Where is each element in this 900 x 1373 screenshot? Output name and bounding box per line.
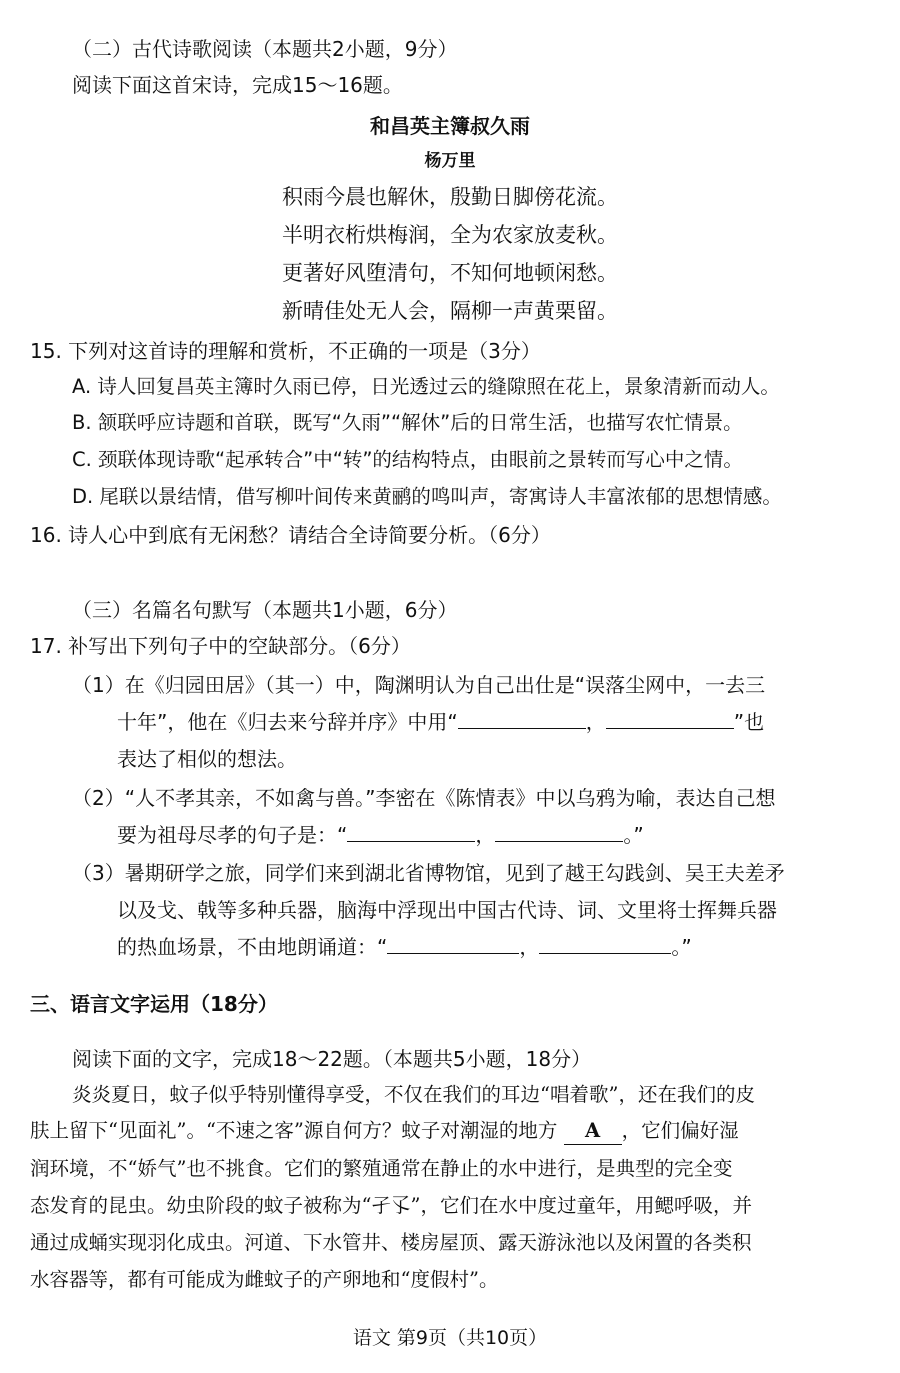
question-15-option-c: C. 颈联体现诗歌“起承转合”中“转”的结构特点，由眼前之景转而写心中之情。 [72, 448, 743, 471]
text: ， [585, 710, 606, 734]
question-17-item-1-line-2 [117, 709, 764, 735]
question-17-item-1-line-1: （1）在《归园田居》（其一）中，陶渊明认为自己出仕是“误落尘网中，一去三 [72, 673, 766, 697]
answer-blank[interactable] [347, 823, 475, 842]
page-footer: 语文 第9页（共10页） [352, 1327, 548, 1349]
passage-line: 水容器等，都有可能成为雌蚊子的产卵地和“度假村”。 [30, 1268, 499, 1291]
text: 要为祖母尽孝的句子是：“ [117, 823, 348, 847]
text: ， [475, 823, 496, 847]
passage-line: 通过成蛹实现羽化成虫。河道、下水管井、楼房屋顶、露天游泳池以及闲置的各类积 [30, 1231, 752, 1254]
text: ，它们偏好湿 [621, 1119, 739, 1142]
answer-blank[interactable] [539, 935, 671, 954]
question-15-option-b: B. 颔联呼应诗题和首联，既写“久雨”“解休”后的日常生活，也描写农忙情景。 [72, 411, 743, 434]
poem-line: 新晴佳处无人会，隔柳一声黄栗留。 [282, 299, 618, 323]
passage-line: 态发育的昆虫。幼虫阶段的蚊子被称为“孑孓”，它们在水中度过童年，用鳃呼吸，并 [30, 1194, 752, 1217]
poem-title: 和昌英主簿叔久雨 [370, 114, 530, 138]
question-15-option-d: D. 尾联以景结情，借写柳叶间传来黄鹂的鸣叫声，寄寓诗人丰富浓郁的思想情感。 [72, 485, 782, 508]
passage-line: 润环境，不“娇气”也不挑食。它们的繁殖通常在静止的水中进行，是典型的完全变 [30, 1157, 733, 1180]
text: 。” [671, 935, 692, 959]
text: ”也 [733, 710, 765, 734]
part-3-intro: 阅读下面的文字，完成18～22题。（本题共5小题，18分） [72, 1047, 592, 1071]
question-17-item-1-line-3: 表达了相似的想法。 [117, 747, 297, 771]
answer-blank[interactable] [458, 710, 586, 729]
poem-line: 更著好风堕清句，不知何地顿闲愁。 [282, 261, 618, 285]
text: 肤上留下“见面礼”。“不速之客”源自何方？蚊子对潮湿的地方 [30, 1119, 558, 1142]
blank-a[interactable]: A [564, 1118, 622, 1145]
poem-line: 积雨今晨也解休，殷勤日脚傍花流。 [282, 185, 618, 209]
question-16: 16. 诗人心中到底有无闲愁？请结合全诗简要分析。（6分） [30, 523, 551, 547]
text: 十年”，他在《归去来兮辞并序》中用“ [117, 710, 458, 734]
section-2-intro: 阅读下面这首宋诗，完成15～16题。 [72, 73, 403, 97]
question-15-stem: 15. 下列对这首诗的理解和赏析，不正确的一项是（3分） [30, 339, 541, 363]
section-2-header: （二）古代诗歌阅读（本题共2小题，9分） [72, 37, 458, 61]
question-17-item-2-line-1: （2）“人不孝其亲，不如禽与兽。”李密在《陈情表》中以乌鸦为喻，表达自己想 [72, 786, 776, 810]
text: 。” [623, 823, 644, 847]
answer-blank[interactable] [387, 935, 519, 954]
part-3-header: 三、语言文字运用（18分） [30, 992, 278, 1016]
poem-line: 半明衣桁烘梅润，全为农家放麦秋。 [282, 223, 618, 247]
passage-line [30, 1118, 739, 1145]
answer-blank[interactable] [606, 710, 734, 729]
text: 的热血场景，不由地朗诵道：“ [117, 935, 388, 959]
passage-line: 炎炎夏日，蚊子似乎特别懂得享受，不仅在我们的耳边“唱着歌”，还在我们的皮 [72, 1083, 755, 1106]
question-17-item-3-line-3 [117, 934, 692, 960]
question-17-stem: 17. 补写出下列句子中的空缺部分。（6分） [30, 634, 411, 658]
question-15-option-a: A. 诗人回复昌英主簿时久雨已停，日光透过云的缝隙照在花上，景象清新而动人。 [72, 375, 780, 398]
question-17-item-2-line-2 [117, 822, 644, 848]
section-3-header: （三）名篇名句默写（本题共1小题，6分） [72, 598, 458, 622]
poem-author: 杨万里 [424, 151, 476, 171]
question-17-item-3-line-1: （3）暑期研学之旅，同学们来到湖北省博物馆，见到了越王勾践剑、吴王夫差矛 [72, 861, 785, 885]
answer-blank[interactable] [495, 823, 623, 842]
question-17-item-3-line-2: 以及戈、戟等多种兵器，脑海中浮现出中国古代诗、词、文里将士挥舞兵器 [117, 898, 777, 922]
text: ， [519, 935, 540, 959]
